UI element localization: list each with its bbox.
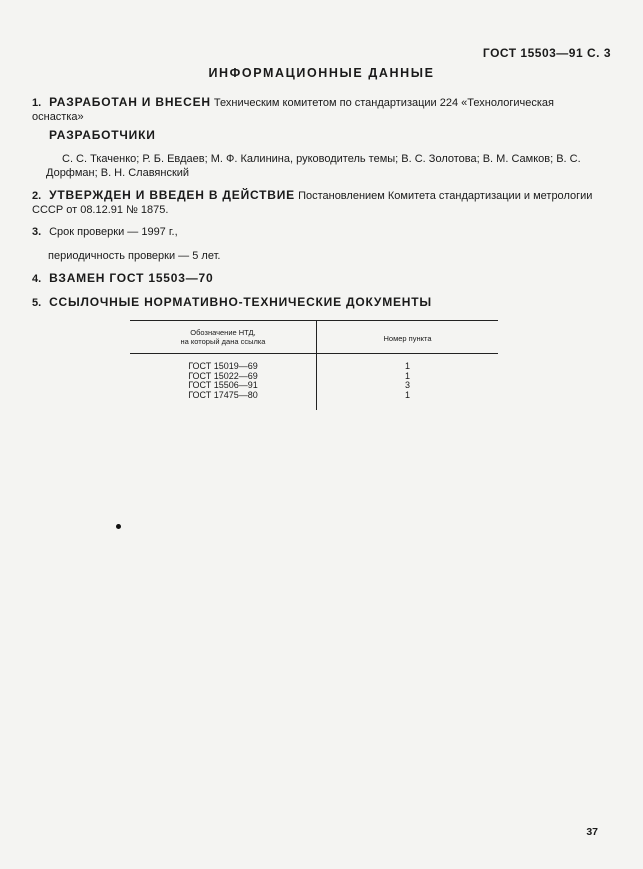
section-4-number: 4.	[32, 273, 42, 285]
table-top-rule	[130, 320, 498, 321]
table-header-document-line-2: на который дана ссылка	[180, 337, 266, 346]
section-4	[32, 271, 602, 286]
section-2	[32, 188, 602, 217]
section-4-heading: ВЗАМЕН ГОСТ 15503—70	[49, 271, 214, 285]
section-1	[32, 95, 602, 124]
table-header-document	[130, 328, 316, 346]
table-column-documents	[130, 362, 316, 400]
section-5-number: 5.	[32, 297, 42, 309]
page-header: ГОСТ 15503—91 С. 3	[482, 46, 611, 60]
section-3-number: 3.	[32, 226, 42, 238]
reference-table	[130, 320, 498, 410]
developers-list-text: С. С. Ткаченко; Р. Б. Евдаев; М. Ф. Калинина, руководитель темы; В. С. Золотова; В. М. Самков; В. С. Дорфман; В. Н. Славянский	[46, 153, 581, 179]
section-5-heading: ССЫЛОЧНЫЕ НОРМАТИВНО-ТЕХНИЧЕСКИЕ ДОКУМЕНТЫ	[49, 295, 432, 309]
developers-heading	[49, 128, 156, 143]
table-cell-item: 1	[404, 389, 410, 400]
document-title: ИНФОРМАЦИОННЫЕ ДАННЫЕ	[208, 66, 435, 80]
table-column-items	[317, 362, 498, 400]
table-cell-item: 1	[404, 370, 410, 381]
section-2-number: 2.	[32, 190, 42, 202]
table-cell-doc: ГОСТ 15506—91	[188, 380, 258, 390]
table-cell-item: 1	[404, 361, 410, 371]
section-3-line-1: Срок проверки — 1997 г.,	[49, 226, 178, 238]
section-1-text: Техническим комитетом по стандартизации 224 «Технологическая оснастка»	[32, 97, 554, 123]
table-cell-item: 3	[404, 380, 410, 390]
section-3-line-2: периодичность проверки — 5 лет.	[48, 250, 221, 262]
section-1-heading: РАЗРАБОТАН И ВНЕСЕН	[49, 95, 211, 109]
table-header-rule	[130, 353, 498, 354]
ink-spot	[116, 524, 121, 529]
table-header-document-line-1: Обозначение НТД,	[190, 328, 256, 337]
section-3	[32, 225, 602, 239]
section-2-heading: УТВЕРЖДЕН И ВВЕДЕН В ДЕЙСТВИЕ	[49, 188, 295, 202]
table-cell-doc: ГОСТ 15022—69	[188, 370, 258, 381]
table-header-item: Номер пункта	[383, 334, 432, 343]
page-number: 37	[586, 826, 598, 838]
developers-heading-text: РАЗРАБОТЧИКИ	[49, 128, 156, 142]
developers-list	[46, 152, 602, 180]
section-2-text: Постановлением Комитета стандартизации и метрологии СССР от 08.12.91 № 1875.	[32, 190, 593, 216]
table-cell-doc: ГОСТ 17475—80	[188, 389, 258, 400]
table-cell-doc: ГОСТ 15019—69	[188, 361, 258, 371]
section-1-number: 1.	[32, 97, 42, 109]
section-5	[32, 295, 602, 310]
